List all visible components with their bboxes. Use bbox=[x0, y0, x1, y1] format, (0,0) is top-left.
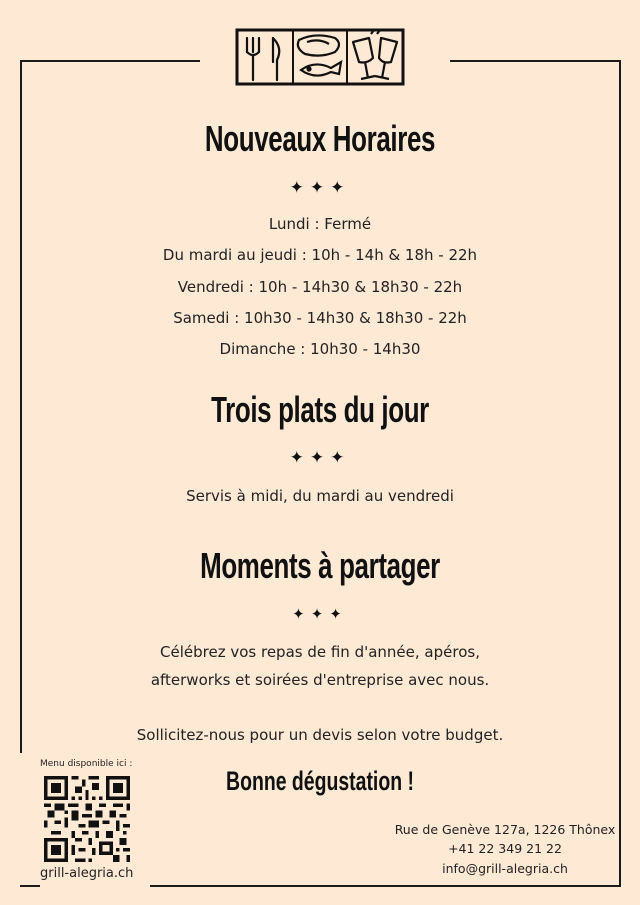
hours-monday: Lundi : Fermé bbox=[268, 215, 372, 233]
hours-saturday: Samedi : 10h30 - 14h30 & 18h30 - 22h bbox=[173, 309, 467, 327]
dishes-text: Servis à midi, du mardi au vendredi bbox=[186, 487, 454, 505]
qr-code-icon[interactable] bbox=[44, 776, 130, 862]
hours-friday: Vendredi : 10h - 14h30 & 18h30 - 22h bbox=[177, 278, 463, 296]
hours-tue-thu: Du mardi au jeudi : 10h - 14h & 18h - 22h bbox=[162, 246, 478, 264]
website-link[interactable]: grill-alegria.ch bbox=[40, 866, 134, 881]
qr-label: Menu disponible ici : bbox=[40, 759, 133, 769]
heading-hours: Nouveaux Horaires bbox=[204, 118, 436, 159]
heading-moments: Moments à partager bbox=[200, 545, 440, 586]
email[interactable]: info@grill-alegria.ch bbox=[442, 861, 568, 876]
bonne-degustation: Bonne dégustation ! bbox=[226, 766, 414, 796]
phone[interactable]: +41 22 349 21 22 bbox=[448, 841, 562, 856]
restaurant-logo bbox=[235, 28, 405, 86]
hours-sunday: Dimanche : 10h30 - 14h30 bbox=[219, 340, 421, 358]
moments-line2: afterworks et soirées d'entreprise avec nous. bbox=[150, 671, 490, 689]
fork-knife-icon bbox=[247, 38, 279, 80]
address: Rue de Genève 127a, 1226 Thônex bbox=[394, 822, 616, 837]
stars-divider: ✦✦✦ bbox=[292, 605, 348, 623]
frame-top-left bbox=[20, 60, 200, 62]
moments-line1: Célébrez vos repas de fin d'année, apéros, bbox=[160, 643, 480, 661]
frame-bottom-right bbox=[150, 885, 621, 887]
moments-line3: Sollicitez-nous pour un devis selon votre budget. bbox=[136, 726, 504, 744]
steak-icon bbox=[298, 35, 339, 55]
fish-icon bbox=[301, 62, 341, 76]
frame-bottom-left bbox=[20, 885, 40, 887]
stars-divider: ✦✦✦ bbox=[289, 448, 351, 468]
stars-divider: ✦✦✦ bbox=[289, 178, 351, 198]
frame-top-right bbox=[450, 60, 621, 62]
heading-dishes: Trois plats du jour bbox=[211, 389, 429, 430]
wine-glasses-icon bbox=[353, 30, 397, 79]
